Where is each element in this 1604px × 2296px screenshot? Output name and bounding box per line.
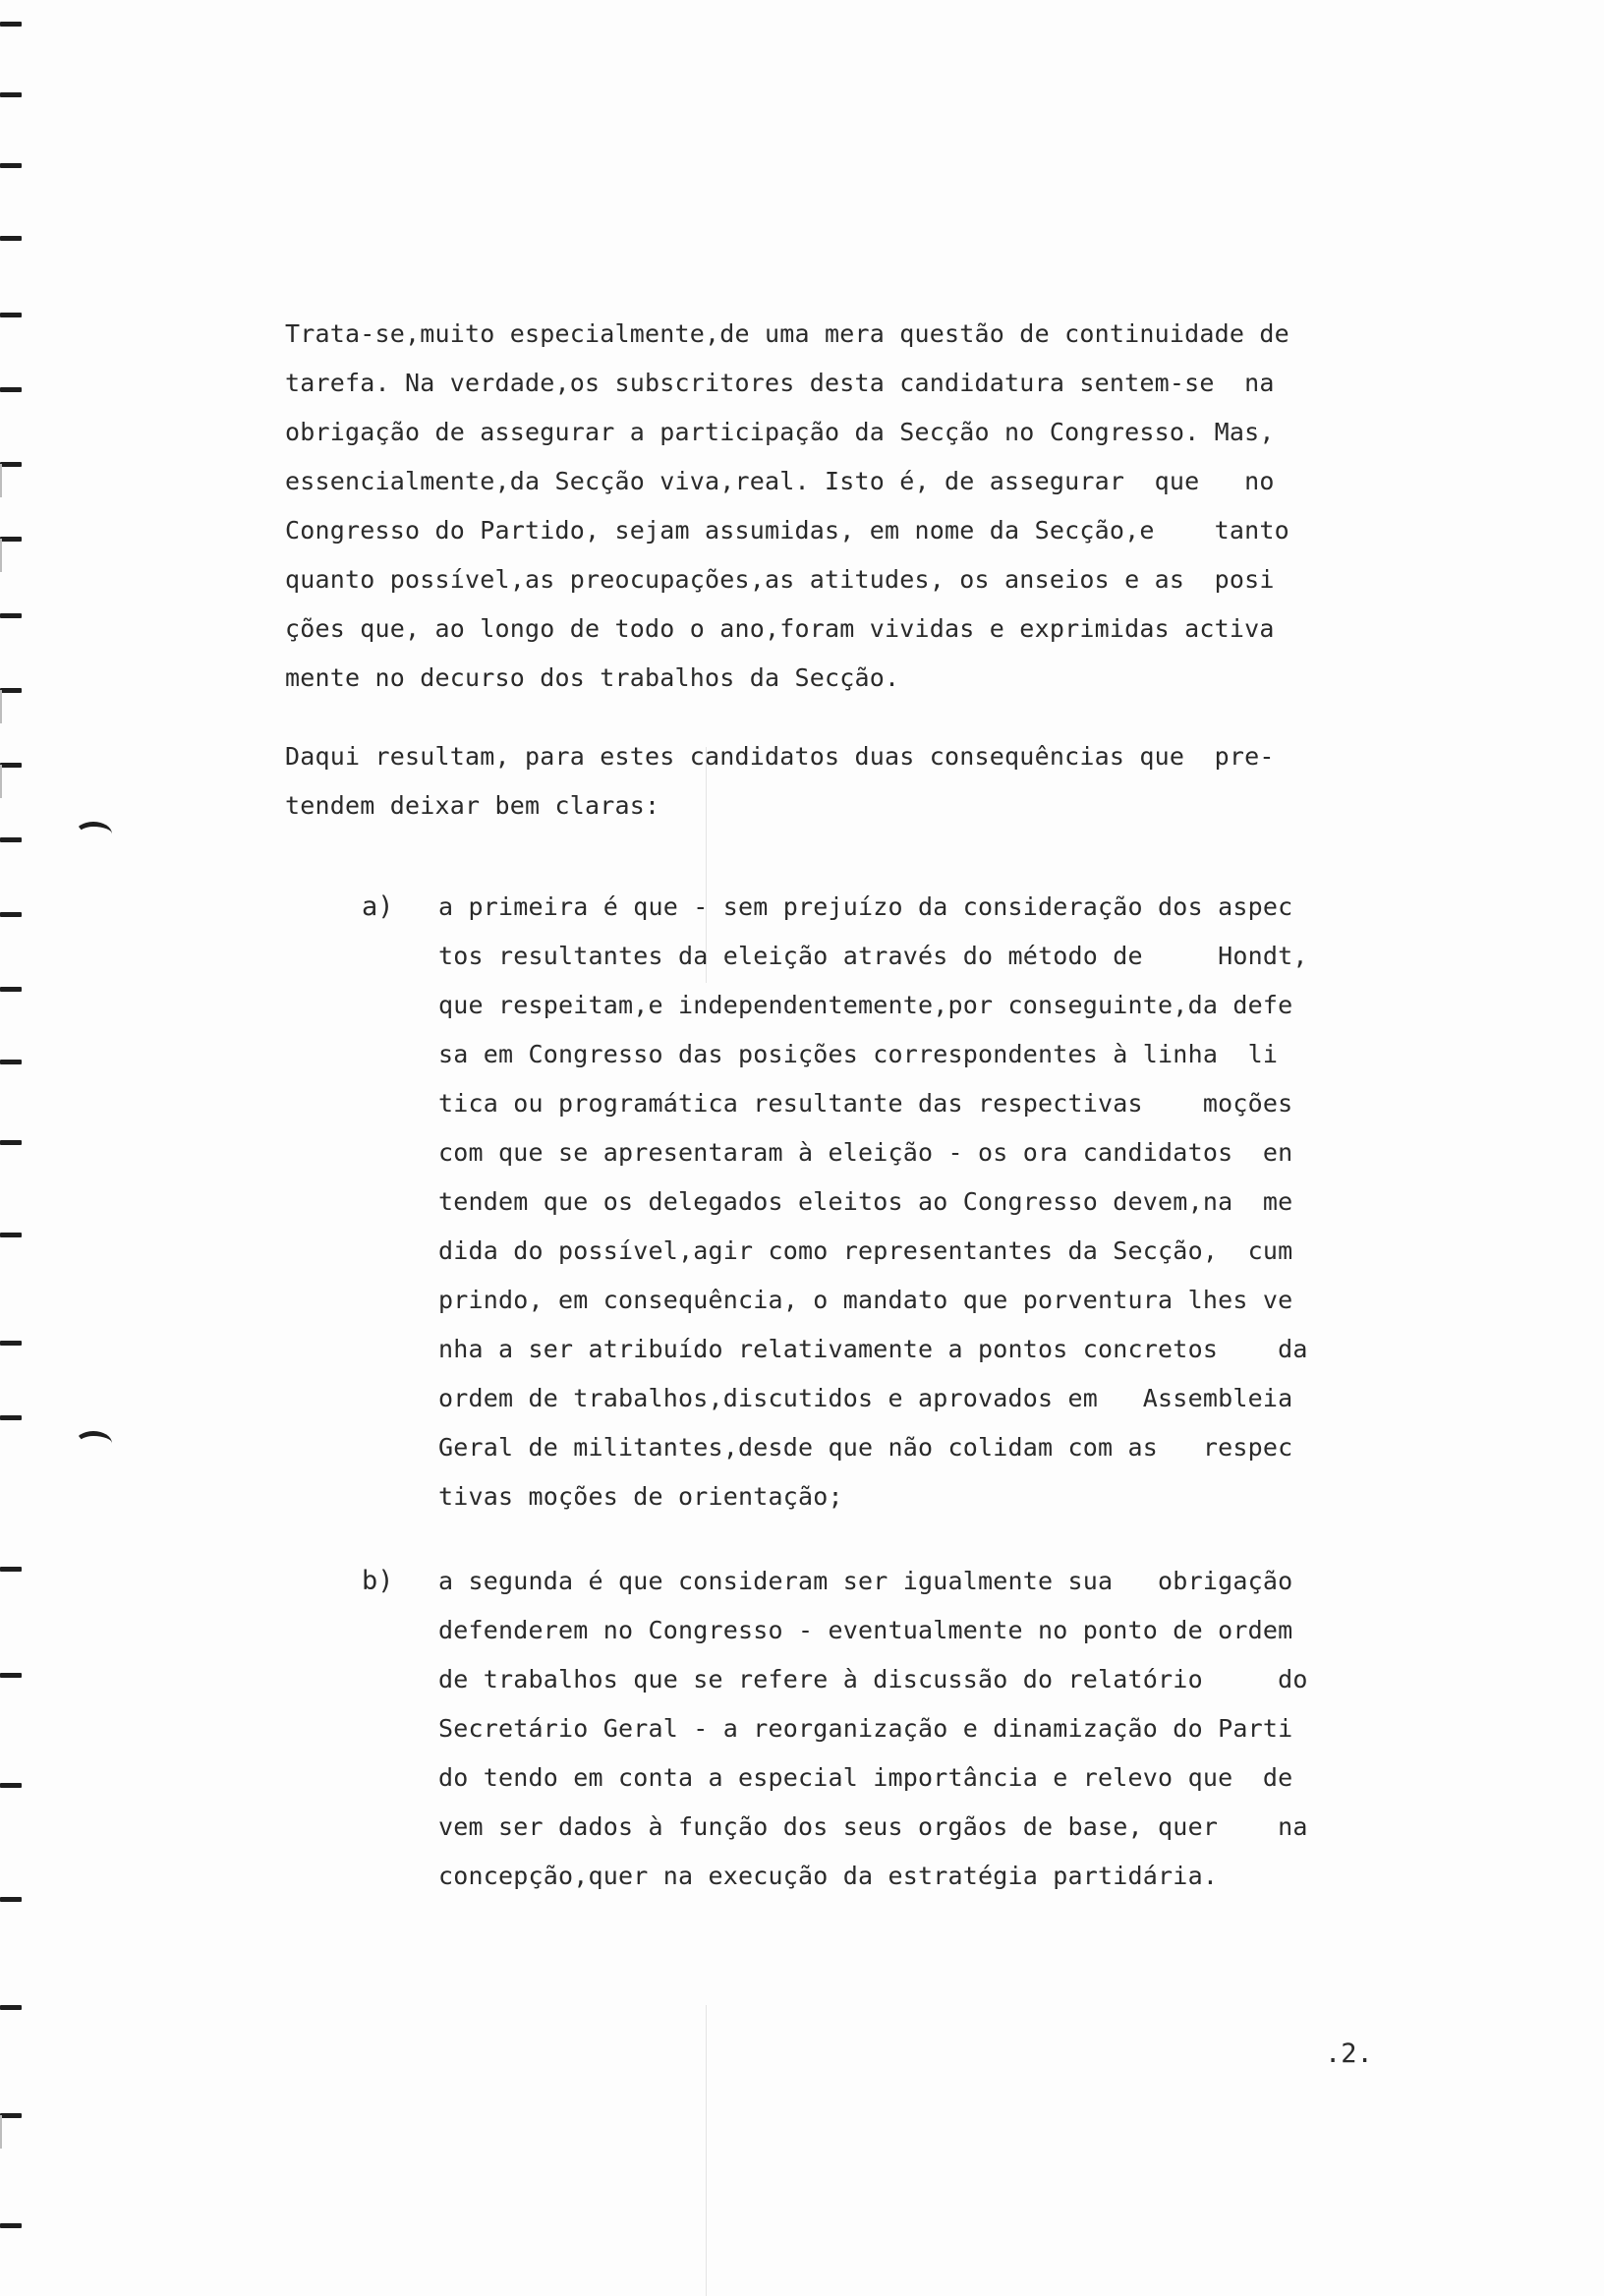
- text-line: nha a ser atribuído relativamente a pontos concretos da: [438, 1335, 1308, 1363]
- text-line: ordem de trabalhos,discutidos e aprovados em Assembleia: [438, 1384, 1293, 1412]
- punch-mark: [0, 22, 22, 27]
- text-line: de trabalhos que se refere à discussão do relatório do: [438, 1665, 1308, 1693]
- text-line: com que se apresentaram à eleição - os ora candidatos en: [438, 1138, 1293, 1167]
- punch-tick: [0, 765, 2, 798]
- staple-mark: [75, 822, 112, 846]
- punch-mark: [0, 462, 22, 467]
- punch-mark: [0, 837, 22, 842]
- punch-mark: [0, 1415, 22, 1420]
- punch-mark: [0, 1140, 22, 1145]
- punch-mark: [0, 236, 22, 241]
- punch-mark: [0, 313, 22, 317]
- punch-mark: [0, 1783, 22, 1788]
- text-line: Secretário Geral - a reorganização e dinamização do Parti: [438, 1714, 1293, 1743]
- text-line: ções que, ao longo de todo o ano,foram vividas e exprimidas activa: [285, 614, 1275, 643]
- text-line: Daqui resultam, para estes candidatos duas consequências que pre-: [285, 742, 1275, 771]
- punch-tick: [0, 2115, 2, 2149]
- punch-mark: [0, 1897, 22, 1902]
- punch-mark: [0, 92, 22, 97]
- text-line: defenderem no Congresso - eventualmente no ponto de ordem: [438, 1616, 1293, 1644]
- text-line: tos resultantes da eleição através do método de Hondt,: [438, 942, 1308, 970]
- list-marker: b): [362, 1566, 394, 1596]
- text-line: mente no decurso dos trabalhos da Secção.: [285, 663, 900, 692]
- punch-mark: [0, 763, 22, 768]
- punch-mark: [0, 1673, 22, 1678]
- punch-tick: [0, 690, 2, 723]
- punch-mark: [0, 1341, 22, 1346]
- text-line: essencialmente,da Secção viva,real. Isto é, de assegurar que no: [285, 467, 1275, 495]
- punch-mark: [0, 387, 22, 392]
- text-line: tica ou programática resultante das respectivas moções: [438, 1089, 1293, 1118]
- text-line: a primeira é que - sem prejuízo da consideração dos aspec: [438, 892, 1293, 921]
- text-line: tarefa. Na verdade,os subscritores desta candidatura sentem-se na: [285, 369, 1275, 397]
- list-marker: a): [362, 891, 394, 922]
- punch-mark: [0, 2223, 22, 2228]
- punch-tick: [0, 539, 2, 572]
- text-line: Congresso do Partido, sejam assumidas, em nome da Secção,e tanto: [285, 516, 1289, 545]
- text-line: quanto possível,as preocupações,as atitudes, os anseios e as posi: [285, 565, 1275, 594]
- intro-paragraph: [285, 310, 1376, 703]
- text-line: vem ser dados à função dos seus orgãos de base, quer na: [438, 1812, 1308, 1841]
- page-number: .2.: [1325, 2038, 1373, 2069]
- punch-mark: [0, 688, 22, 693]
- text-line: prindo, em consequência, o mandato que porventura lhes ve: [438, 1286, 1293, 1314]
- list-item-body: [438, 883, 1382, 1521]
- text-line: obrigação de assegurar a participação da Secção no Congresso. Mas,: [285, 418, 1275, 446]
- text-line: Geral de militantes,desde que não colidam com as respec: [438, 1433, 1293, 1462]
- text-line: dida do possível,agir como representantes da Secção, cum: [438, 1236, 1293, 1265]
- fold-line: [706, 2005, 707, 2296]
- list-item-body: [438, 1557, 1382, 1901]
- punch-mark: [0, 2113, 22, 2118]
- punch-mark: [0, 1060, 22, 1064]
- text-line: tivas moções de orientação;: [438, 1482, 843, 1511]
- punch-mark: [0, 1567, 22, 1572]
- punch-tick: [0, 464, 2, 497]
- punch-mark: [0, 2005, 22, 2010]
- text-line: do tendo em conta a especial importância e relevo que de: [438, 1763, 1293, 1792]
- text-line: Trata-se,muito especialmente,de uma mera questão de continuidade de: [285, 319, 1289, 348]
- punch-mark: [0, 613, 22, 618]
- staple-mark: [75, 1431, 112, 1456]
- text-line: que respeitam,e independentemente,por conseguinte,da defe: [438, 991, 1293, 1019]
- punch-mark: [0, 912, 22, 917]
- text-line: tendem deixar bem claras:: [285, 791, 660, 820]
- punch-mark: [0, 163, 22, 168]
- consequences-paragraph: [285, 732, 1376, 831]
- punch-mark: [0, 1233, 22, 1237]
- punch-mark: [0, 537, 22, 542]
- text-line: sa em Congresso das posições correspondentes à linha li: [438, 1040, 1279, 1068]
- text-line: concepção,quer na execução da estratégia partidária.: [438, 1862, 1219, 1890]
- text-line: tendem que os delegados eleitos ao Congresso devem,na me: [438, 1187, 1293, 1216]
- text-line: a segunda é que consideram ser igualmente sua obrigação: [438, 1567, 1293, 1595]
- punch-mark: [0, 987, 22, 992]
